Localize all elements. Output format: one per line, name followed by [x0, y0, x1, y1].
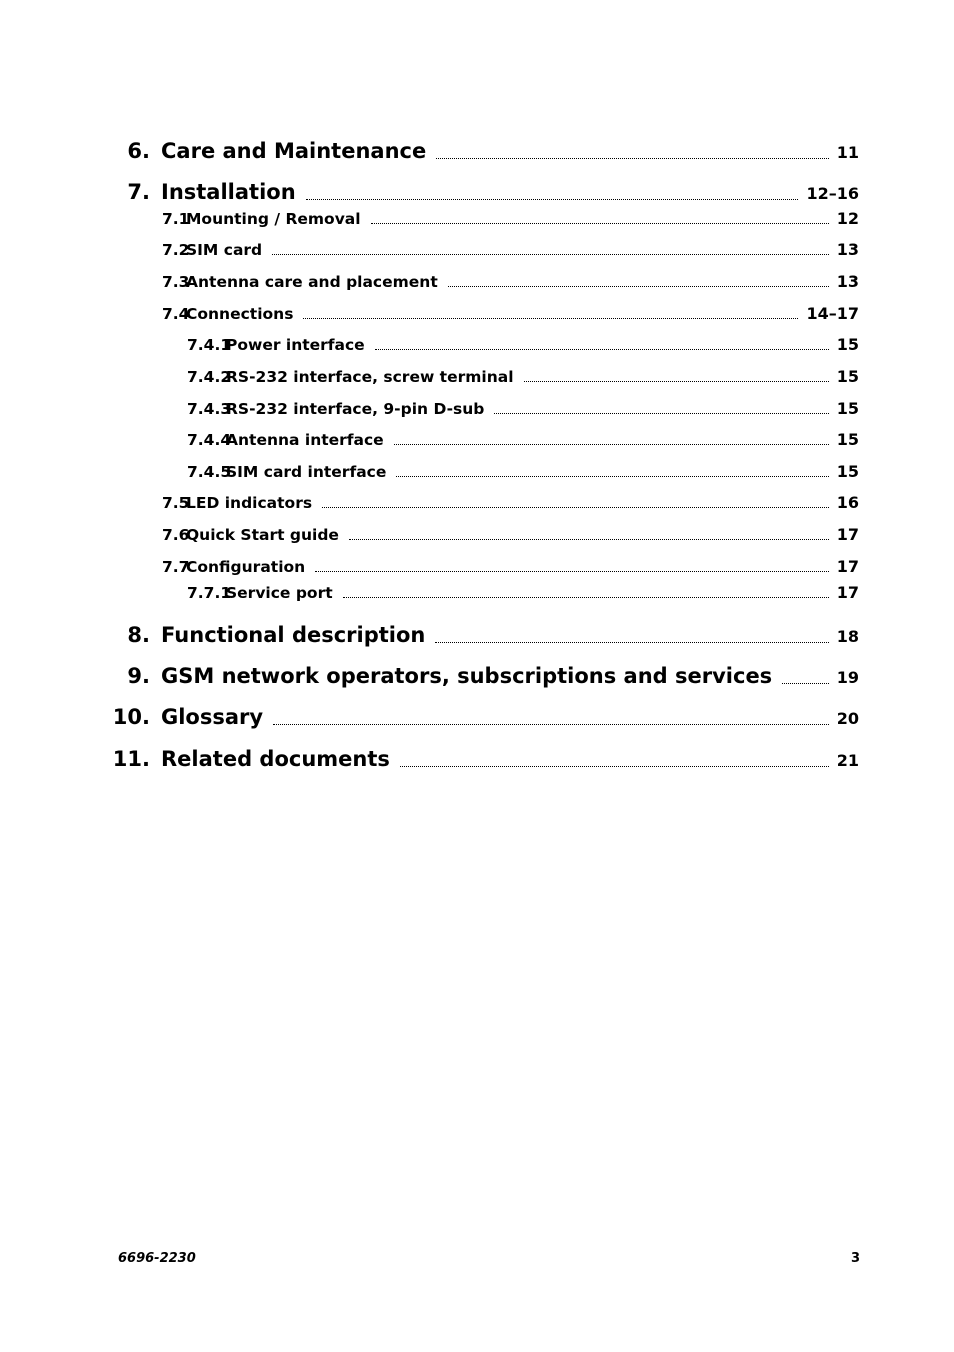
dot-leader	[782, 682, 829, 684]
toc-entry-number: 7.7	[162, 558, 190, 576]
toc-entry-page: 16	[836, 493, 859, 512]
toc-entry-title: Antenna care and placement	[186, 273, 438, 291]
toc-entry-page: 13	[836, 240, 859, 259]
toc-entry[interactable]	[0, 430, 859, 449]
toc-entry-number: 7.4.4	[187, 431, 232, 449]
toc-entry-title: Installation	[161, 180, 296, 204]
toc-entry-page: 14–17	[806, 304, 859, 323]
toc-entry-number: 7.2	[162, 241, 190, 259]
dot-leader	[272, 253, 829, 255]
toc-entry-page: 21	[836, 751, 859, 770]
toc-entry[interactable]	[0, 304, 859, 323]
toc-entry-number: 10.	[112, 705, 150, 729]
page-number: 3	[850, 1251, 860, 1266]
toc-entry-page: 12	[836, 209, 859, 228]
toc-entry[interactable]	[0, 664, 859, 688]
toc-entry-number: 6.	[127, 139, 150, 163]
toc-entry-number: 7.1	[162, 210, 190, 228]
toc-entry-page: 15	[836, 430, 859, 449]
toc-entry-number: 7.3	[162, 273, 190, 291]
toc-entry-page: 13	[836, 272, 859, 291]
toc-entry-number: 11.	[112, 747, 150, 771]
dot-leader	[375, 348, 829, 350]
toc-entry[interactable]	[0, 139, 859, 163]
toc-entry-number: 7.4.3	[187, 400, 232, 418]
toc-entry-title: Glossary	[161, 705, 264, 729]
toc-entry[interactable]	[0, 399, 859, 418]
toc-entry-page: 18	[836, 627, 859, 646]
toc-entry-number: 8.	[127, 623, 150, 647]
toc-entry[interactable]	[0, 335, 859, 354]
toc-entry-title: Quick Start guide	[186, 526, 339, 544]
toc-entry-number: 7.6	[162, 526, 190, 544]
toc-entry-page: 15	[836, 367, 859, 386]
toc-entry[interactable]	[0, 462, 859, 481]
toc-entry-title: GSM network operators, subscriptions and services	[161, 664, 773, 688]
toc-entry-number: 7.4.1	[187, 336, 232, 354]
toc-entry[interactable]	[0, 525, 859, 544]
toc-entry-number: 9.	[127, 664, 150, 688]
toc-entry-title: RS-232 interface, screw terminal	[226, 368, 514, 386]
toc-entry[interactable]	[0, 272, 859, 291]
toc-entry-number: 7.4.5	[187, 463, 232, 481]
toc-entry-number: 7.4.2	[187, 368, 232, 386]
dot-leader	[435, 641, 828, 643]
dot-leader	[394, 443, 829, 445]
toc-entry-title: Related documents	[161, 747, 390, 771]
toc-entry-title: Configuration	[186, 558, 306, 576]
dot-leader	[315, 570, 829, 572]
toc-entry[interactable]	[0, 180, 859, 204]
toc-entry-title: Care and Maintenance	[161, 139, 427, 163]
toc-entry-page: 17	[836, 583, 859, 602]
document-number: 6696-2230	[118, 1251, 196, 1266]
toc-entry[interactable]	[0, 493, 859, 512]
toc-entry-page: 12–16	[806, 184, 859, 203]
toc-entry[interactable]	[0, 583, 859, 602]
toc-entry-number: 7.4	[162, 305, 190, 323]
toc-entry-title: LED indicators	[186, 494, 313, 512]
toc-entry-page: 20	[836, 709, 859, 728]
toc-entry-title: SIM card	[186, 241, 263, 259]
toc-entry-number: 7.5	[162, 494, 190, 512]
toc-entry-page: 17	[836, 557, 859, 576]
dot-leader	[400, 765, 829, 767]
dot-leader	[396, 475, 828, 477]
toc-entry-page: 11	[836, 143, 859, 162]
toc-entry-title: Service port	[226, 584, 333, 602]
toc-entry-number: 7.	[127, 180, 150, 204]
toc-entry[interactable]	[0, 557, 859, 576]
dot-leader	[524, 380, 829, 382]
toc-entry[interactable]	[0, 240, 859, 259]
dot-leader	[273, 723, 829, 725]
dot-leader	[322, 506, 829, 508]
toc-entry[interactable]	[0, 623, 859, 647]
dot-leader	[371, 222, 829, 224]
dot-leader	[436, 157, 829, 159]
toc-entry[interactable]	[0, 367, 859, 386]
dot-leader	[494, 412, 828, 414]
dot-leader	[306, 198, 799, 200]
toc-entry-page: 15	[836, 399, 859, 418]
toc-entry-page: 17	[836, 525, 859, 544]
toc-entry-title: Antenna interface	[226, 431, 384, 449]
toc-entry[interactable]	[0, 747, 859, 771]
toc-entry-title: Mounting / Removal	[186, 210, 361, 228]
toc-entry[interactable]	[0, 209, 859, 228]
dot-leader	[303, 317, 798, 319]
toc-entry-title: SIM card interface	[226, 463, 387, 481]
toc-entry-title: RS-232 interface, 9-pin D-sub	[226, 400, 485, 418]
toc-entry-number: 7.7.1	[187, 584, 232, 602]
toc-entry-page: 15	[836, 462, 859, 481]
toc-entry-title: Functional description	[161, 623, 426, 647]
dot-leader	[343, 596, 829, 598]
toc-entry-title: Power interface	[226, 336, 365, 354]
toc-entry-page: 15	[836, 335, 859, 354]
toc-entry-page: 19	[836, 668, 859, 687]
dot-leader	[448, 285, 829, 287]
toc-entry[interactable]	[0, 705, 859, 729]
dot-leader	[349, 538, 829, 540]
toc-entry-title: Connections	[186, 305, 294, 323]
